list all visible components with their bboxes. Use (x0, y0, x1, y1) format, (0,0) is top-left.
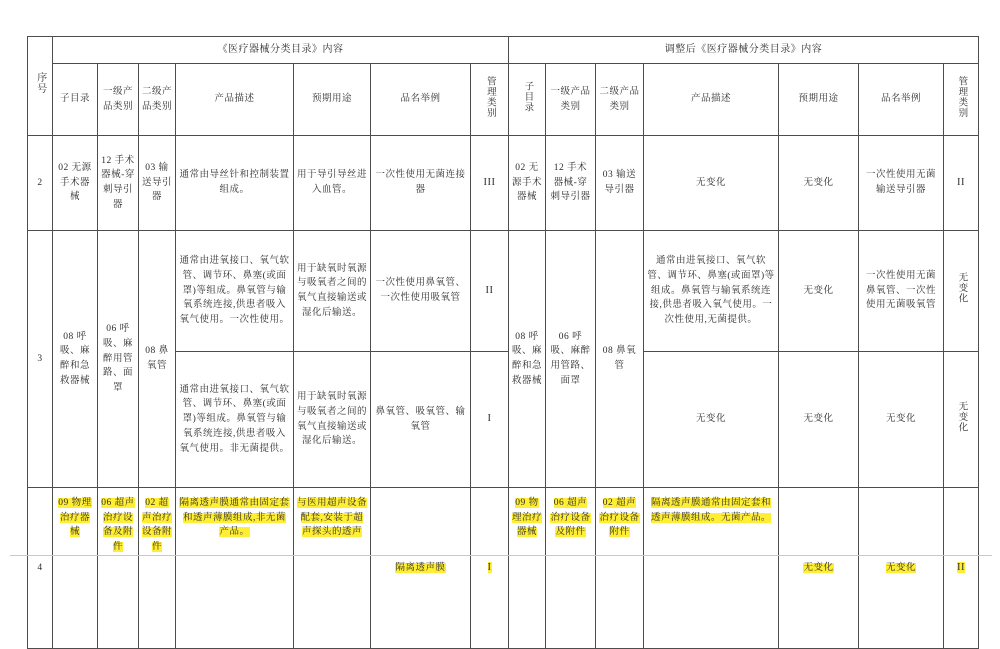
cell-r4-right-class (944, 488, 979, 649)
header-left-cat2: 二级产品类别 (139, 64, 176, 136)
cell-r4-right-class-text: II (957, 561, 965, 573)
header-seq (28, 37, 53, 136)
cell-r4-right-use-text: 无变化 (803, 562, 834, 573)
cell-r2-right-class: II (944, 136, 979, 231)
header-seq-label: 序号 (34, 72, 46, 95)
header-left-sub: 子目录 (53, 64, 98, 136)
cell-r3a-left-desc: 通常由进氧接口、氧气软管、调节环、鼻塞(或面罩)等组成。鼻氧管与输氧系统连接,供患者吸入氧气使用。一次性使用。 (176, 231, 294, 352)
classification-comparison-table (27, 36, 979, 649)
table-row-3a (28, 231, 979, 352)
header-right-use: 预期用途 (779, 64, 859, 136)
cell-r3a-right-desc: 通常由进氧接口、氧气软管、调节环、鼻塞(或面罩)等组成。鼻氧管与输氧系统连接,供患者吸入氧气使用。一次性使用,无菌提供。 (644, 231, 779, 352)
cell-r4-left-use-text: 与医用超声设备配套,安装于超声探头的透声 (297, 498, 368, 538)
header-group-row (28, 37, 979, 64)
header-right-sub-label: 子目录 (522, 80, 533, 113)
cell-r2-left-use: 用于导引导丝进入血管。 (294, 136, 371, 231)
cell-r3b-left-use: 用于缺氧时氧源与吸氧者之间的氧气直接输送或湿化后输送。 (294, 352, 371, 488)
cell-r4-right-desc-text: 隔离透声膜通常由固定套和透声薄膜组成。无菌产品。 (650, 498, 771, 523)
cell-r4-right-desc (644, 488, 779, 649)
cell-r3b-right-desc: 无变化 (644, 352, 779, 488)
header-left-desc: 产品描述 (176, 64, 294, 136)
cell-r4-left-sub-text: 09 物理治疗器械 (58, 498, 92, 538)
header-right-cat2: 二级产品类别 (596, 64, 644, 136)
cell-r3b-left-names: 鼻氧管、吸氧管、输氧管 (371, 352, 471, 488)
cell-r3a-right-names: 一次性使用无菌鼻氧管、一次性使用无菌吸氧管 (859, 231, 944, 352)
cell-r4-left-sub (53, 488, 98, 649)
cell-r2-right-names: 一次性使用无菌输送导引器 (859, 136, 944, 231)
cell-r3a-right-use: 无变化 (779, 231, 859, 352)
cell-r4-right-cat2 (596, 488, 644, 649)
cell-r4-seq: 4 (28, 488, 53, 649)
header-left-use: 预期用途 (294, 64, 371, 136)
cell-r3a-right-class-text: 无变化 (956, 272, 967, 304)
table-row-4-highlighted (28, 488, 979, 649)
cell-r4-left-desc (176, 488, 294, 649)
cell-r4-right-use (779, 488, 859, 649)
header-left-group: 《医疗器械分类目录》内容 (53, 37, 509, 64)
cell-r3-left-sub: 08 呼吸、麻醉和急救器械 (53, 231, 98, 488)
cell-r2-right-cat1: 12 手术器械-穿刺导引器 (546, 136, 596, 231)
cell-r3a-right-class (944, 231, 979, 352)
header-right-desc: 产品描述 (644, 64, 779, 136)
cell-r4-left-cat1 (98, 488, 139, 649)
cell-r2-left-names: 一次性使用无菌连接器 (371, 136, 471, 231)
cell-r3b-left-class: I (471, 352, 509, 488)
cell-r4-left-class-text: I (487, 561, 492, 573)
cell-r2-left-desc: 通常由导丝针和控制装置组成。 (176, 136, 294, 231)
cell-r2-right-cat2: 03 输送导引器 (596, 136, 644, 231)
cell-r4-left-names-text: 隔离透声膜 (395, 562, 446, 573)
cell-r4-left-cat2 (139, 488, 176, 649)
cell-r3-left-cat2: 08 鼻氧管 (139, 231, 176, 488)
cell-r3-right-cat2: 08 鼻氧管 (596, 231, 644, 488)
cell-r3a-left-class: II (471, 231, 509, 352)
cell-r2-left-cat1: 12 手术器械-穿刺导引器 (98, 136, 139, 231)
cell-r3b-right-use: 无变化 (779, 352, 859, 488)
cell-r4-left-cat2-text: 02 超声治疗设备附件 (142, 498, 173, 553)
table-row-2 (28, 136, 979, 231)
cell-r3a-left-names: 一次性使用鼻氧管、一次性使用吸氧管 (371, 231, 471, 352)
cell-r2-right-use: 无变化 (779, 136, 859, 231)
cell-r3a-left-use: 用于缺氧时氧源与吸氧者之间的氧气直接输送或湿化后输送。 (294, 231, 371, 352)
header-columns-row (28, 64, 979, 136)
cell-r3-left-cat1: 06 呼吸、麻醉用管路、面罩 (98, 231, 139, 488)
cell-r2-seq: 2 (28, 136, 53, 231)
cell-r3b-right-class (944, 352, 979, 488)
cell-r4-right-sub-text: 09 物理治疗器械 (512, 498, 543, 538)
cell-r3b-right-names: 无变化 (859, 352, 944, 488)
cell-r4-right-cat1 (546, 488, 596, 649)
page-bottom-scan-edge (10, 555, 992, 556)
header-left-names: 品名举例 (371, 64, 471, 136)
cell-r4-right-cat2-text: 02 超声治疗设备附件 (599, 498, 640, 538)
cell-r2-left-class: III (471, 136, 509, 231)
cell-r2-right-desc: 无变化 (644, 136, 779, 231)
header-right-names: 品名举例 (859, 64, 944, 136)
cell-r4-left-use (294, 488, 371, 649)
cell-r4-right-names (859, 488, 944, 649)
header-left-cat1: 一级产品类别 (98, 64, 139, 136)
cell-r4-left-class (471, 488, 509, 649)
cell-r4-left-names (371, 488, 471, 649)
cell-r2-left-cat2: 03 输送导引器 (139, 136, 176, 231)
cell-r3-seq: 3 (28, 231, 53, 488)
header-right-group: 调整后《医疗器械分类目录》内容 (509, 37, 979, 64)
cell-r4-right-sub (509, 488, 546, 649)
cell-r3b-left-desc: 通常由进氧接口、氧气软管、调节环、鼻塞(或面罩)等组成。鼻氧管与输氧系统连接,供患者吸入氧气使用。非无菌提供。 (176, 352, 294, 488)
cell-r2-left-sub: 02 无源手术器械 (53, 136, 98, 231)
cell-r2-right-sub: 02 无源手术器械 (509, 136, 546, 231)
cell-r3-right-sub: 08 呼吸、麻醉和急救器械 (509, 231, 546, 488)
cell-r3-right-cat1: 06 呼吸、麻醉用管路、面罩 (546, 231, 596, 488)
header-left-class (471, 64, 509, 136)
cell-r4-right-cat1-text: 06 超声治疗设备及附件 (550, 498, 591, 538)
header-right-cat1: 一级产品类别 (546, 64, 596, 136)
cell-r3b-right-class-text: 无变化 (956, 400, 967, 433)
cell-r4-left-cat1-text: 06 超声治疗设备及附件 (101, 498, 135, 553)
cell-r4-right-names-text: 无变化 (885, 562, 916, 573)
header-right-class-label: 管理类别 (956, 75, 967, 118)
header-right-class (944, 64, 979, 136)
cell-r4-left-desc-text: 隔离透声膜通常由固定套和透声薄膜组成,非无菌产品。 (179, 498, 290, 538)
header-left-class-label: 管理类别 (484, 75, 495, 118)
header-right-sub (509, 64, 546, 136)
